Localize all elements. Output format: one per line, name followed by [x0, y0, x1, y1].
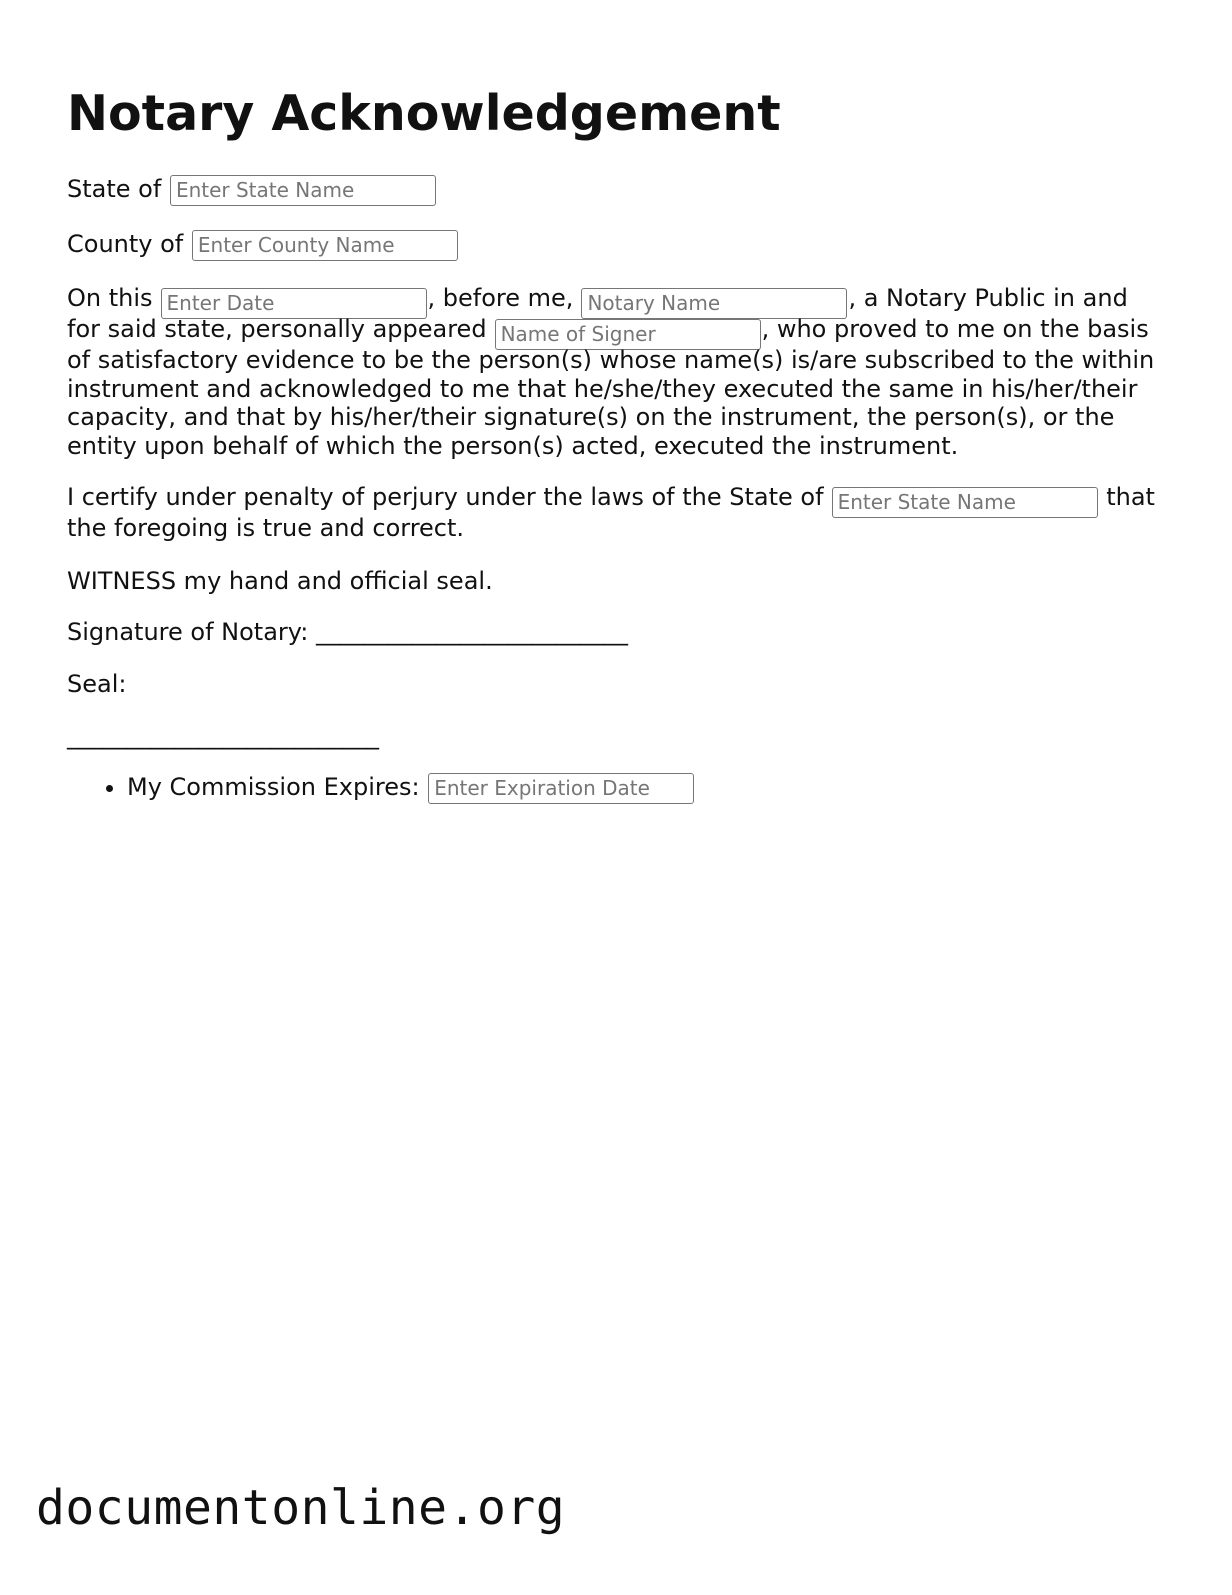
ack-line-4: instrument and acknowledged to me that he/she/they executed the same in his/her/their — [67, 374, 1138, 403]
county-input[interactable] — [192, 230, 458, 261]
signature-label: Signature of Notary: — [67, 618, 309, 646]
seal-blank: __________________________ — [67, 722, 379, 750]
watermark-text: documentonline.org — [36, 1480, 566, 1536]
ack-text-1: On this — [67, 284, 153, 312]
cert-state-input[interactable] — [832, 487, 1098, 518]
cert-line-1 — [67, 483, 1167, 514]
certification-paragraph — [67, 483, 1167, 543]
state-input[interactable] — [170, 175, 436, 206]
ack-text-2: , before me, — [427, 284, 574, 312]
witness-line: WITNESS my hand and official seal. — [67, 567, 493, 595]
commission-label: My Commission Expires: — [127, 773, 420, 801]
cert-text-1: I certify under penalty of perjury under the laws of the State of — [67, 483, 824, 511]
ack-line-3: of satisfactory evidence to be the person(s) whose name(s) is/are subscribed to the within — [67, 346, 1155, 374]
ack-line-1 — [67, 284, 1167, 315]
commission-date-input[interactable] — [428, 773, 694, 804]
commission-list — [67, 772, 695, 804]
signature-line — [67, 617, 628, 648]
commission-item — [127, 772, 695, 804]
ack-line-6: entity upon behalf of which the person(s) acted, executed the instrument. — [67, 431, 959, 460]
seal-label: Seal: — [67, 670, 127, 698]
state-label: State of — [67, 175, 162, 203]
ack-text-5: , who proved to me on the basis — [761, 315, 1149, 343]
page-title: Notary Acknowledgement — [67, 85, 781, 142]
signature-blank: __________________________ — [315, 618, 628, 646]
county-label: County of — [67, 230, 184, 258]
cert-text-2: that — [1106, 483, 1155, 511]
ack-text-3: , a Notary Public in and — [848, 284, 1128, 312]
ack-text-4: for said state, personally appeared — [67, 315, 487, 343]
date-input[interactable] — [161, 288, 427, 319]
ack-line-5: capacity, and that by his/her/their signature(s) on the instrument, the person(s), or the — [67, 403, 1115, 431]
county-line — [67, 229, 459, 261]
acknowledgement-paragraph — [67, 284, 1167, 460]
ack-line-2 — [67, 315, 1167, 346]
cert-line-2: the foregoing is true and correct. — [67, 514, 465, 542]
signer-name-input[interactable] — [495, 319, 761, 350]
state-line — [67, 174, 437, 206]
notary-name-input[interactable] — [581, 288, 847, 319]
